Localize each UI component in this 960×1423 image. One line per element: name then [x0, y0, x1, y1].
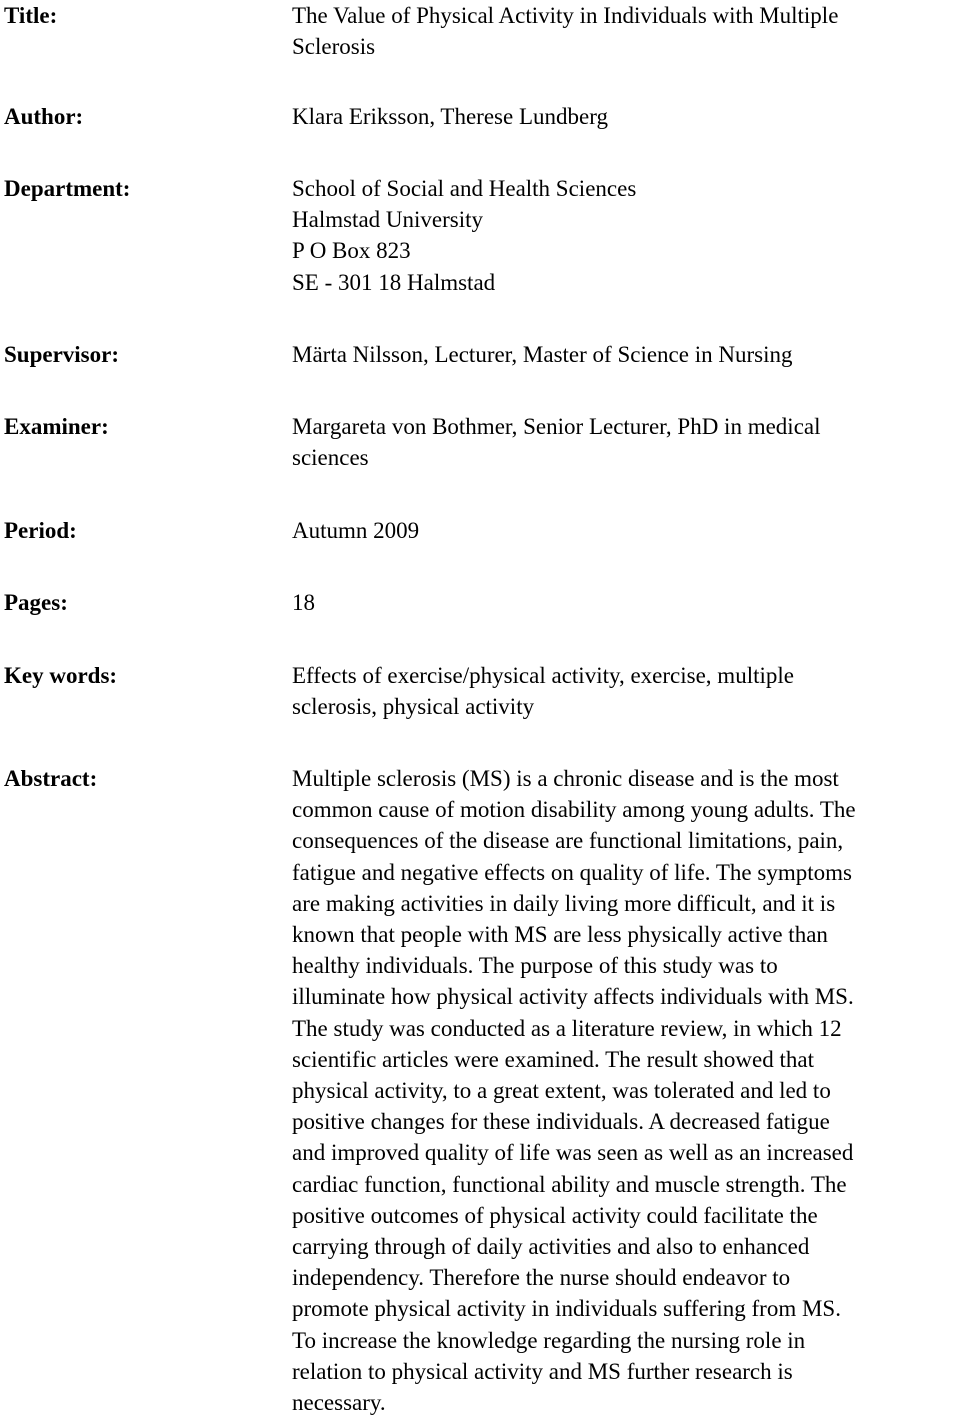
supervisor-label: Supervisor: — [4, 342, 119, 367]
abstract-line: fatigue and negative effects on quality of life. The symptoms — [292, 859, 852, 885]
abstract-line: To increase the knowledge regarding the nursing role in — [292, 1327, 806, 1353]
department-line: P O Box 823 — [292, 238, 411, 264]
department-value — [292, 173, 956, 298]
abstract-line: independency. Therefore the nurse should endeavor to — [292, 1265, 791, 1291]
keywords-value — [292, 660, 956, 722]
abstract-text — [292, 763, 956, 1418]
abstract-line: Multiple sclerosis (MS) is a chronic disease and is the most — [292, 766, 839, 791]
abstract-label: Abstract: — [4, 766, 98, 791]
abstract-line: relation to physical activity and MS further research is — [292, 1358, 793, 1384]
title-value — [292, 0, 956, 62]
author-label: Author: — [4, 104, 84, 129]
abstract-line: illuminate how physical activity affects individuals with MS. — [292, 984, 854, 1010]
abstract-line: cardiac function, functional ability and muscle strength. The — [292, 1171, 847, 1197]
department-line: SE - 301 18 Halmstad — [292, 269, 496, 295]
pages-label: Pages: — [4, 590, 68, 615]
title-line: The Value of Physical Activity in Individuals with Multiple — [292, 3, 839, 28]
supervisor-line: Märta Nilsson, Lecturer, Master of Science in Nursing — [292, 342, 793, 367]
period-value: Autumn 2009 — [292, 518, 420, 543]
department-label: Department: — [4, 176, 131, 201]
abstract-line: positive changes for these individuals. A decreased fatigue — [292, 1109, 830, 1135]
abstract-line: necessary. — [292, 1390, 386, 1416]
abstract-line: carrying through of daily activities and also to enhanced — [292, 1234, 810, 1260]
keywords-line: Effects of exercise/physical activity, exercise, multiple — [292, 663, 794, 688]
abstract-line: scientific articles were examined. The result showed that — [292, 1046, 814, 1072]
abstract-line: positive outcomes of physical activity could facilitate the — [292, 1202, 818, 1228]
pages-value: 18 — [292, 590, 315, 615]
keywords-label: Key words: — [4, 663, 118, 688]
department-line: Halmstad University — [292, 207, 483, 233]
abstract-line: are making activities in daily living more difficult, and it is — [292, 890, 836, 916]
author-line: Klara Eriksson, Therese Lundberg — [292, 104, 608, 129]
abstract-line: and improved quality of life was seen as well as an increased — [292, 1140, 854, 1166]
supervisor-value — [292, 339, 956, 370]
abstract-line: known that people with MS are less physically active than — [292, 922, 828, 948]
examiner-label: Examiner: — [4, 414, 109, 439]
department-line: School of Social and Health Sciences — [292, 176, 637, 201]
examiner-value — [292, 411, 956, 473]
keywords-line: sclerosis, physical activity — [292, 694, 535, 720]
abstract-line: healthy individuals. The purpose of this study was to — [292, 953, 778, 979]
examiner-line: sciences — [292, 445, 369, 471]
abstract-line: promote physical activity in individuals suffering from MS. — [292, 1296, 841, 1322]
author-value — [292, 101, 956, 132]
abstract-line: The study was conducted as a literature review, in which 12 — [292, 1015, 842, 1041]
abstract-line: consequences of the disease are functional limitations, pain, — [292, 828, 844, 854]
examiner-line: Margareta von Bothmer, Senior Lecturer, PhD in medical — [292, 414, 821, 439]
title-label: Title: — [4, 3, 58, 28]
title-line: Sclerosis — [292, 34, 376, 60]
abstract-line: common cause of motion disability among young adults. The — [292, 797, 856, 823]
abstract-line: physical activity, to a great extent, was tolerated and led to — [292, 1078, 831, 1104]
period-label: Period: — [4, 518, 77, 543]
